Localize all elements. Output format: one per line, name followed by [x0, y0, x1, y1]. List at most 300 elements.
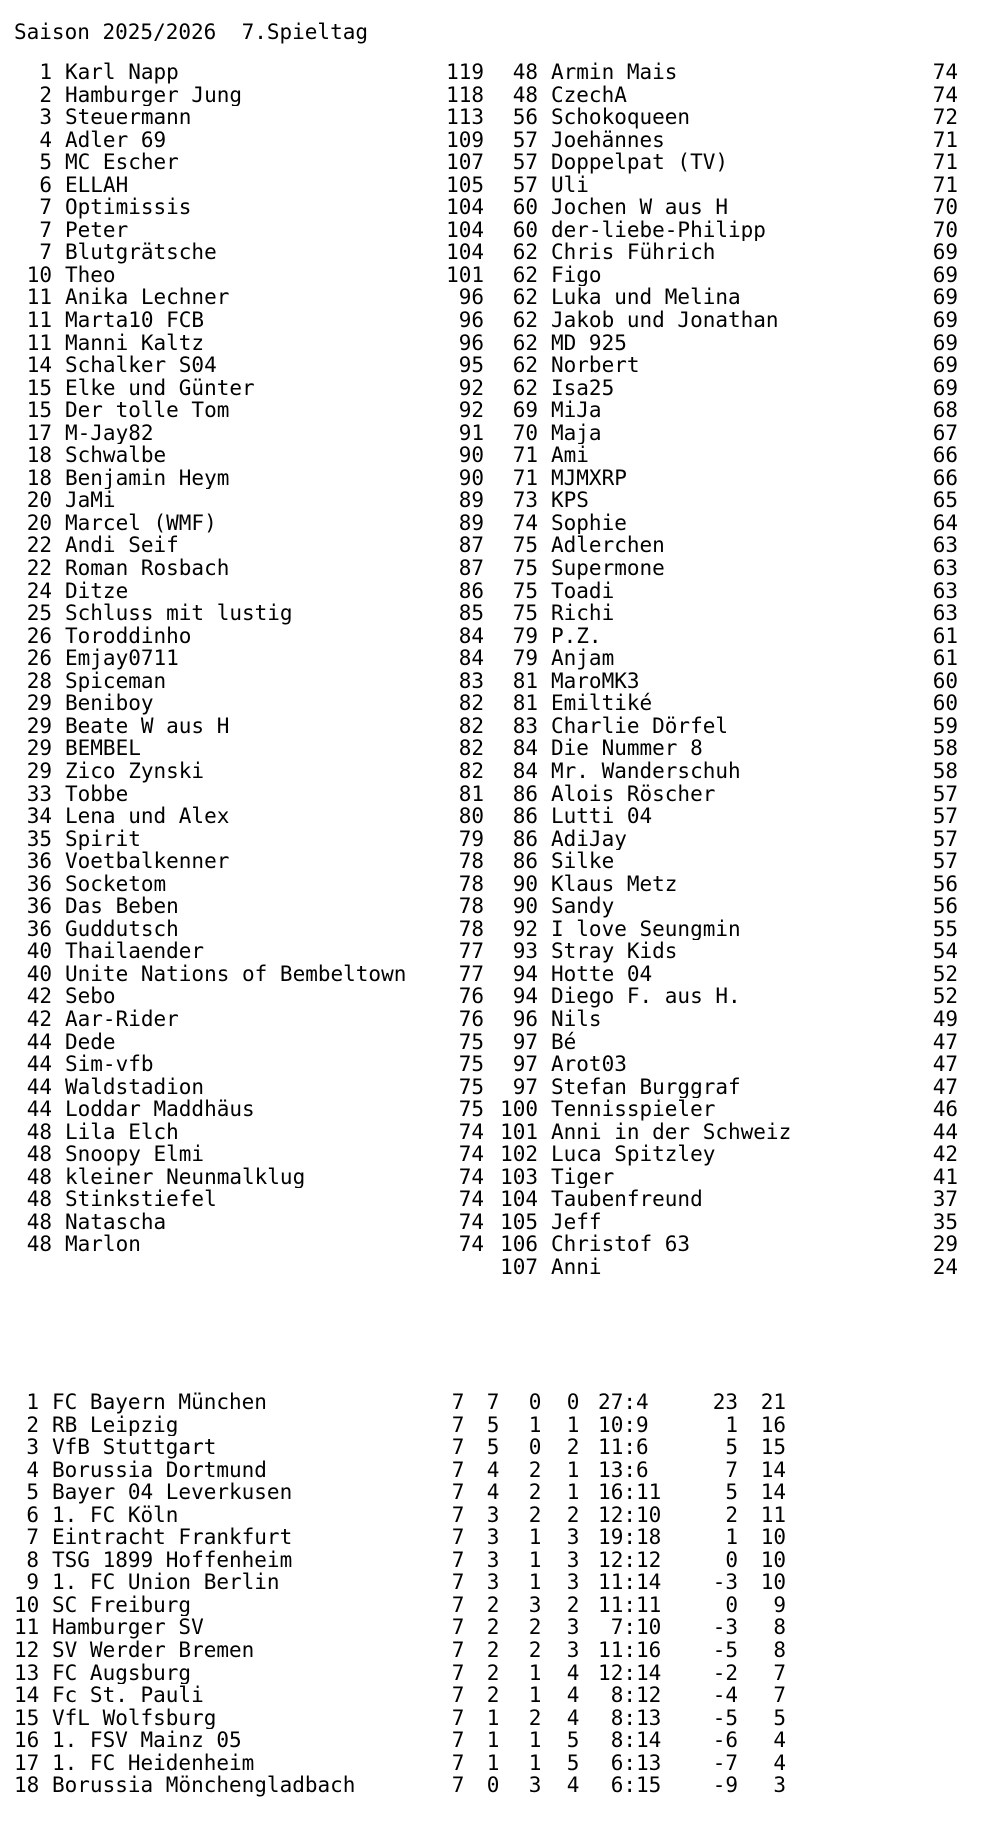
player-name: Das Beben — [65, 895, 179, 918]
games-played: 7 — [451, 1457, 465, 1482]
player-name: Schokoqueen — [551, 106, 691, 129]
standings-row — [500, 1188, 958, 1211]
standings-row — [500, 309, 958, 332]
standings-row — [14, 1233, 484, 1256]
player-score: 69 — [932, 240, 958, 265]
standings-rank: 94 — [512, 961, 538, 986]
points: 10 — [760, 1547, 786, 1572]
standings-rank: 48 — [512, 82, 538, 107]
standings-rank: 25 — [26, 601, 52, 626]
player-name: Peter — [65, 218, 129, 242]
league-rank: 5 — [26, 1480, 39, 1505]
standings-row — [500, 985, 958, 1008]
player-score: 76 — [458, 1006, 484, 1031]
player-score: 85 — [458, 601, 484, 626]
team-name: Fc St. Pauli — [52, 1684, 204, 1707]
goals-against: 18 — [636, 1525, 662, 1550]
standings-row — [500, 602, 958, 625]
goal-diff: -4 — [712, 1683, 738, 1708]
standings-row — [14, 84, 484, 107]
goals-against: 14 — [636, 1728, 662, 1753]
player-name: Mr. Wanderschuh — [551, 759, 741, 783]
standings-rank: 28 — [26, 668, 52, 693]
player-score: 82 — [458, 713, 484, 738]
league-rank: 11 — [14, 1615, 40, 1640]
player-score: 96 — [458, 285, 484, 310]
goal-diff: 1 — [725, 1525, 738, 1550]
league-rank: 14 — [14, 1683, 40, 1708]
player-name: Schalker S04 — [65, 354, 217, 377]
player-name: Figo — [551, 263, 602, 287]
goals-against: 12 — [636, 1683, 662, 1708]
standings-rank: 83 — [512, 713, 538, 738]
player-score: 74 — [458, 1232, 484, 1257]
player-name: Spirit — [65, 827, 141, 851]
goal-diff: 2 — [725, 1502, 738, 1527]
player-name: Klaus Metz — [551, 872, 678, 896]
standings-row — [14, 828, 484, 851]
goals-for: 12 — [598, 1502, 624, 1527]
player-score: 58 — [932, 736, 958, 761]
standings-row — [14, 241, 484, 264]
player-name: Zico Zynski — [65, 759, 205, 783]
player-score: 101 — [446, 262, 484, 287]
player-score: 69 — [932, 262, 958, 287]
player-score: 82 — [458, 758, 484, 783]
goals-for: 11 — [598, 1638, 624, 1663]
player-score: 57 — [932, 826, 958, 851]
points: 14 — [760, 1480, 786, 1505]
player-name: MJMXRP — [551, 466, 627, 490]
standings-rank: 11 — [26, 285, 52, 310]
standings-row — [500, 422, 958, 445]
team-name: 1. FC Union Berlin — [52, 1571, 280, 1594]
standings-row — [500, 61, 958, 84]
standings-row — [500, 625, 958, 648]
goals-against: 6 — [636, 1435, 649, 1460]
standings-row — [500, 129, 958, 152]
standings-row — [500, 286, 958, 309]
standings-row — [500, 467, 958, 490]
player-name: P.Z. — [551, 624, 602, 648]
player-name: Theo — [65, 263, 116, 287]
standings-row — [14, 850, 484, 873]
player-name: Joehännes — [551, 128, 665, 152]
standings-row — [14, 580, 484, 603]
standings-row — [14, 760, 484, 783]
player-score: 87 — [458, 533, 484, 558]
standings-row — [14, 1008, 484, 1031]
standings-row — [500, 332, 958, 355]
player-score: 118 — [446, 82, 484, 107]
player-score: 96 — [458, 308, 484, 333]
player-name: Aar-Rider — [65, 1007, 179, 1031]
player-score: 113 — [446, 105, 484, 130]
player-score: 75 — [458, 1074, 484, 1099]
standings-row — [14, 647, 484, 670]
standings-row — [14, 737, 484, 760]
player-score: 71 — [932, 172, 958, 197]
player-name: Marlon — [65, 1233, 141, 1256]
player-name: Manni Kaltz — [65, 331, 205, 355]
player-score: 81 — [458, 781, 484, 806]
league-row — [14, 1684, 786, 1707]
player-name: Hamburger Jung — [65, 83, 243, 107]
goals-against: 15 — [636, 1773, 662, 1798]
losses: 5 — [566, 1750, 580, 1775]
player-score: 66 — [932, 465, 958, 490]
losses: 2 — [566, 1435, 580, 1460]
goals-separator: : — [623, 1705, 636, 1730]
standings-row — [500, 1256, 958, 1279]
standings-rank: 100 — [500, 1097, 538, 1122]
wins: 1 — [486, 1750, 500, 1775]
player-name: MaroMK3 — [551, 669, 640, 693]
player-score: 63 — [932, 578, 958, 603]
player-name: Silke — [551, 850, 615, 873]
player-name: CzechA — [551, 83, 627, 107]
player-name: Anika Lechner — [65, 286, 230, 310]
standings-row — [500, 918, 958, 941]
player-name: Taubenfreund — [551, 1188, 703, 1211]
player-name: kleiner Neunmalklug — [65, 1165, 306, 1189]
player-name: Emjay0711 — [65, 647, 179, 670]
standings-row — [500, 219, 958, 242]
standings-row — [14, 985, 484, 1008]
player-name: Elke und Günter — [65, 376, 255, 400]
player-name: Die Nummer 8 — [551, 737, 703, 760]
player-name: JaMi — [65, 489, 116, 512]
goal-diff: -5 — [712, 1638, 738, 1663]
standings-row — [14, 129, 484, 152]
league-row — [14, 1481, 786, 1504]
standings-row — [14, 625, 484, 648]
draws: 2 — [528, 1705, 542, 1730]
player-name: Anni in der Schweiz — [551, 1120, 792, 1144]
standings-row — [14, 1188, 484, 1211]
player-name: Beate W aus H — [65, 714, 230, 738]
standings-rank: 62 — [512, 262, 538, 287]
standings-rank: 102 — [500, 1142, 538, 1167]
points: 4 — [773, 1728, 786, 1753]
standings-rank: 74 — [512, 510, 538, 535]
standings-row — [500, 1008, 958, 1031]
goals-separator: : — [623, 1592, 636, 1617]
team-name: TSG 1899 Hoffenheim — [52, 1548, 293, 1572]
player-name: Blutgrätsche — [65, 241, 217, 264]
player-score: 68 — [932, 398, 958, 423]
standings-rank: 48 — [512, 60, 538, 84]
points: 10 — [760, 1525, 786, 1550]
player-name: Stefan Burggraf — [551, 1075, 741, 1099]
standings-rank: 22 — [26, 533, 52, 558]
league-rank: 6 — [26, 1502, 39, 1527]
standings-row — [14, 399, 484, 422]
player-name: Marcel (WMF) — [65, 511, 217, 535]
player-name: Uli — [551, 173, 589, 197]
player-score: 82 — [458, 691, 484, 716]
games-played: 7 — [451, 1570, 465, 1595]
player-name: Bé — [551, 1030, 577, 1054]
player-name: Toadi — [551, 579, 615, 603]
league-row — [14, 1504, 786, 1527]
goal-diff: 1 — [725, 1412, 738, 1437]
standings-rank: 40 — [26, 961, 52, 986]
player-score: 55 — [932, 916, 958, 941]
standings-rank: 24 — [26, 578, 52, 603]
player-name: Lutti 04 — [551, 805, 653, 828]
league-rank: 13 — [14, 1660, 40, 1685]
league-row — [14, 1639, 786, 1662]
team-name: Borussia Dortmund — [52, 1458, 267, 1482]
standings-row — [500, 692, 958, 715]
player-name: Der tolle Tom — [65, 399, 230, 422]
standings-row — [14, 602, 484, 625]
league-table — [14, 1391, 786, 1797]
standings-row — [500, 963, 958, 986]
player-score: 78 — [458, 849, 484, 874]
player-score: 119 — [446, 60, 484, 84]
standings-row — [14, 873, 484, 896]
standings-rank: 5 — [39, 150, 52, 175]
goals-against: 13 — [636, 1705, 662, 1730]
standings-row — [500, 1166, 958, 1189]
standings-row — [14, 61, 484, 84]
player-score: 70 — [932, 195, 958, 220]
standings-row — [500, 1143, 958, 1166]
standings-row — [500, 84, 958, 107]
games-played: 7 — [451, 1525, 465, 1550]
standings-row — [500, 828, 958, 851]
player-score: 66 — [932, 443, 958, 468]
team-name: FC Augsburg — [52, 1661, 192, 1685]
losses: 2 — [566, 1502, 580, 1527]
goals-separator: : — [623, 1502, 636, 1527]
team-name: 1. FC Köln — [52, 1503, 179, 1527]
league-rank: 12 — [14, 1638, 40, 1663]
standings-rank: 60 — [512, 195, 538, 220]
standings-rank: 7 — [39, 217, 52, 242]
points: 7 — [773, 1660, 786, 1685]
goal-diff: 23 — [712, 1390, 738, 1414]
standings-rank: 90 — [512, 871, 538, 896]
standings-rank: 86 — [512, 849, 538, 874]
standings-rank: 26 — [26, 646, 52, 671]
standings-row — [14, 444, 484, 467]
standings-rank: 62 — [512, 330, 538, 355]
player-name: Stinkstiefel — [65, 1188, 217, 1211]
player-score: 56 — [932, 871, 958, 896]
player-name: Steuermann — [65, 106, 192, 129]
standings-rank: 56 — [512, 105, 538, 130]
player-score: 76 — [458, 984, 484, 1009]
standings-rank: 36 — [26, 871, 52, 896]
player-name: Lila Elch — [65, 1120, 179, 1144]
league-rank: 1 — [26, 1390, 39, 1414]
player-score: 71 — [932, 150, 958, 175]
goals-for: 16 — [598, 1480, 624, 1505]
league-row — [14, 1571, 786, 1594]
goals-against: 16 — [636, 1638, 662, 1663]
player-score: 47 — [932, 1074, 958, 1099]
wins: 2 — [486, 1683, 500, 1708]
goals-against: 10 — [636, 1615, 662, 1640]
standings-rank: 48 — [26, 1187, 52, 1212]
standings-rank: 48 — [26, 1209, 52, 1234]
standings-column-left — [14, 61, 484, 1256]
draws: 2 — [528, 1480, 542, 1505]
player-score: 69 — [932, 285, 958, 310]
player-score: 63 — [932, 601, 958, 626]
player-name: Hotte 04 — [551, 962, 653, 986]
losses: 4 — [566, 1683, 580, 1708]
standings-row — [500, 895, 958, 918]
player-name: Adlerchen — [551, 534, 665, 558]
standings-row — [14, 106, 484, 129]
standings-row — [500, 1211, 958, 1234]
standings-row — [14, 1211, 484, 1234]
player-name: Emiltiké — [551, 692, 653, 715]
standings-row — [500, 760, 958, 783]
player-name: Snoopy Elmi — [65, 1143, 205, 1166]
player-score: 60 — [932, 668, 958, 693]
wins: 5 — [486, 1412, 500, 1437]
player-score: 41 — [932, 1164, 958, 1189]
standings-row — [14, 534, 484, 557]
standings-rank: 29 — [26, 758, 52, 783]
league-rank: 18 — [14, 1773, 40, 1798]
standings-row — [14, 196, 484, 219]
standings-rank: 48 — [26, 1119, 52, 1144]
standings-rank: 7 — [39, 195, 52, 220]
player-score: 78 — [458, 871, 484, 896]
player-score: 89 — [458, 488, 484, 513]
standings-row — [500, 783, 958, 806]
standings-rank: 4 — [39, 127, 52, 152]
standings-rank: 92 — [512, 916, 538, 941]
standings-rank: 48 — [26, 1232, 52, 1257]
player-score: 75 — [458, 1097, 484, 1122]
standings-rank: 48 — [26, 1164, 52, 1189]
standings-row — [500, 1076, 958, 1099]
goals-against: 12 — [636, 1547, 662, 1572]
standings-rank: 105 — [500, 1209, 538, 1234]
standings-rank: 26 — [26, 623, 52, 648]
team-name: RB Leipzig — [52, 1413, 179, 1437]
standings-row — [500, 557, 958, 580]
standings-row — [500, 196, 958, 219]
standings-row — [14, 309, 484, 332]
player-score: 84 — [458, 646, 484, 671]
player-name: Tiger — [551, 1165, 615, 1189]
standings-rank: 29 — [26, 736, 52, 761]
standings-rank: 69 — [512, 398, 538, 423]
wins: 4 — [486, 1457, 500, 1482]
standings-rank: 62 — [512, 353, 538, 378]
player-name: Jeff — [551, 1210, 602, 1234]
standings-rank: 2 — [39, 82, 52, 107]
league-row — [14, 1391, 786, 1414]
draws: 1 — [528, 1570, 542, 1595]
draws: 2 — [528, 1638, 542, 1663]
player-name: M-Jay82 — [65, 421, 154, 445]
draws: 0 — [528, 1390, 542, 1414]
league-rank: 4 — [26, 1457, 39, 1482]
player-name: Sandy — [551, 895, 615, 918]
player-score: 44 — [932, 1119, 958, 1144]
player-name: Waldstadion — [65, 1075, 205, 1099]
standings-row — [14, 1053, 484, 1076]
goal-diff: -3 — [712, 1570, 738, 1595]
goal-diff: 0 — [725, 1592, 738, 1617]
team-name: Hamburger SV — [52, 1616, 204, 1640]
standings-rank: 29 — [26, 691, 52, 716]
standings-row — [500, 1121, 958, 1144]
goals-separator: : — [623, 1525, 636, 1550]
player-score: 56 — [932, 894, 958, 919]
standings-rank: 81 — [512, 691, 538, 716]
player-name: Marta10 FCB — [65, 309, 205, 332]
player-score: 70 — [932, 217, 958, 242]
player-score: 104 — [446, 217, 484, 242]
player-name: Unite Nations of Bembeltown — [65, 962, 407, 986]
games-played: 7 — [451, 1638, 465, 1663]
losses: 3 — [566, 1525, 580, 1550]
player-score: 77 — [458, 939, 484, 964]
draws: 3 — [528, 1773, 542, 1798]
losses: 3 — [566, 1615, 580, 1640]
draws: 1 — [528, 1728, 542, 1753]
standings-row — [500, 737, 958, 760]
standings-rank: 60 — [512, 217, 538, 242]
player-name: MD 925 — [551, 331, 627, 355]
points: 11 — [760, 1502, 786, 1527]
standings-rank: 11 — [26, 330, 52, 355]
goals-against: 11 — [636, 1592, 662, 1617]
standings-row — [14, 918, 484, 941]
goal-diff: -3 — [712, 1615, 738, 1640]
player-score: 61 — [932, 646, 958, 671]
player-score: 71 — [932, 127, 958, 152]
standings-row — [14, 512, 484, 535]
league-rank: 3 — [26, 1435, 39, 1460]
standings-rank: 62 — [512, 308, 538, 333]
standings-rank: 20 — [26, 488, 52, 513]
goals-against: 13 — [636, 1750, 662, 1775]
standings-rank: 40 — [26, 939, 52, 964]
goals-separator: : — [623, 1480, 636, 1505]
standings-rank: 71 — [512, 443, 538, 468]
draws: 2 — [528, 1615, 542, 1640]
team-name: Borussia Mönchengladbach — [52, 1774, 356, 1797]
standings-rank: 44 — [26, 1029, 52, 1054]
standings-rank: 7 — [39, 240, 52, 265]
standings-rank: 103 — [500, 1164, 538, 1189]
player-name: Arot03 — [551, 1053, 627, 1076]
standings-rank: 42 — [26, 1006, 52, 1031]
standings-rank: 94 — [512, 984, 538, 1009]
games-played: 7 — [451, 1592, 465, 1617]
player-name: Spiceman — [65, 669, 167, 693]
standings-rank: 15 — [26, 375, 52, 400]
player-name: Voetbalkenner — [65, 850, 230, 873]
points: 8 — [773, 1615, 786, 1640]
player-score: 61 — [932, 623, 958, 648]
wins: 4 — [486, 1480, 500, 1505]
standings-rank: 79 — [512, 646, 538, 671]
standings-row — [500, 1233, 958, 1256]
points: 21 — [760, 1390, 786, 1414]
